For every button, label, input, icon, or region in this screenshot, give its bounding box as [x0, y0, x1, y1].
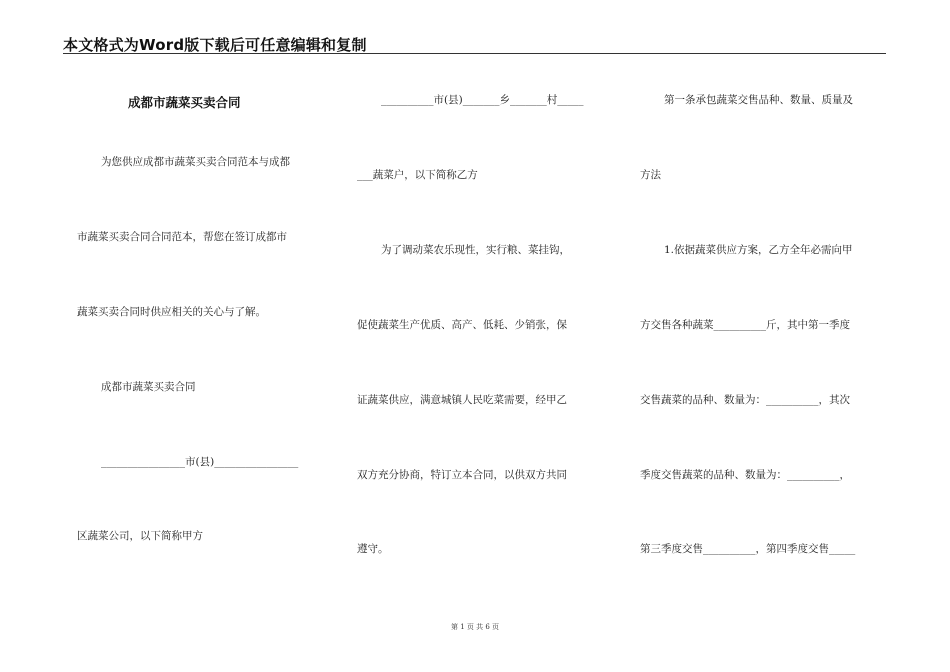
paragraph-line: 方法: [640, 169, 661, 181]
paragraph-line: 区蔬菜公司，以下简称甲方: [77, 530, 203, 542]
paragraph-line: 第三季度交售__________，第四季度交售_____: [640, 543, 856, 555]
paragraph-line: 为您供应成都市蔬菜买卖合同范本与成都: [101, 156, 290, 168]
page-number: 第 1 页 共 6 页: [450, 623, 500, 631]
paragraph-line: 交售蔬菜的品种、数量为：__________，其次: [640, 394, 850, 406]
paragraph-line: ________________市(县)________________: [101, 456, 299, 468]
paragraph-line: 遵守。: [357, 543, 389, 555]
paragraph-line: 市蔬菜买卖合同合同范本，帮您在签订成都市: [77, 231, 287, 243]
paragraph-line: ___蔬菜户，以下简称乙方: [357, 169, 478, 181]
document-header: 本文格式为Word版下载后可任意编辑和复制: [63, 36, 367, 54]
paragraph-line: 成都市蔬菜买卖合同: [101, 381, 196, 393]
paragraph-line: 季度交售蔬菜的品种、数量为：__________，: [640, 469, 850, 481]
paragraph-line: __________市(县)_______乡_______村_____: [381, 94, 584, 106]
paragraph-line: 1.依据蔬菜供应方案，乙方全年必需向甲: [664, 244, 853, 256]
paragraph-line: 促使蔬菜生产优质、高产、低耗、少销张，保: [357, 319, 567, 331]
paragraph-line: 第一条承包蔬菜交售品种、数量、质量及: [664, 94, 853, 106]
document-title: 成都市蔬菜买卖合同: [128, 95, 241, 110]
paragraph-line: 方交售各种蔬菜__________斤，其中第一季度: [640, 319, 850, 331]
header-divider: [63, 53, 886, 54]
paragraph-line: 为了调动菜农乐现性，实行粮、菜挂钩，: [381, 244, 570, 256]
paragraph-line: 蔬菜买卖合同时供应相关的关心与了解。: [77, 306, 266, 318]
paragraph-line: 证蔬菜供应，满意城镇人民吃菜需要，经甲乙: [357, 394, 567, 406]
paragraph-line: 双方充分协商，特订立本合同，以供双方共同: [357, 469, 567, 481]
